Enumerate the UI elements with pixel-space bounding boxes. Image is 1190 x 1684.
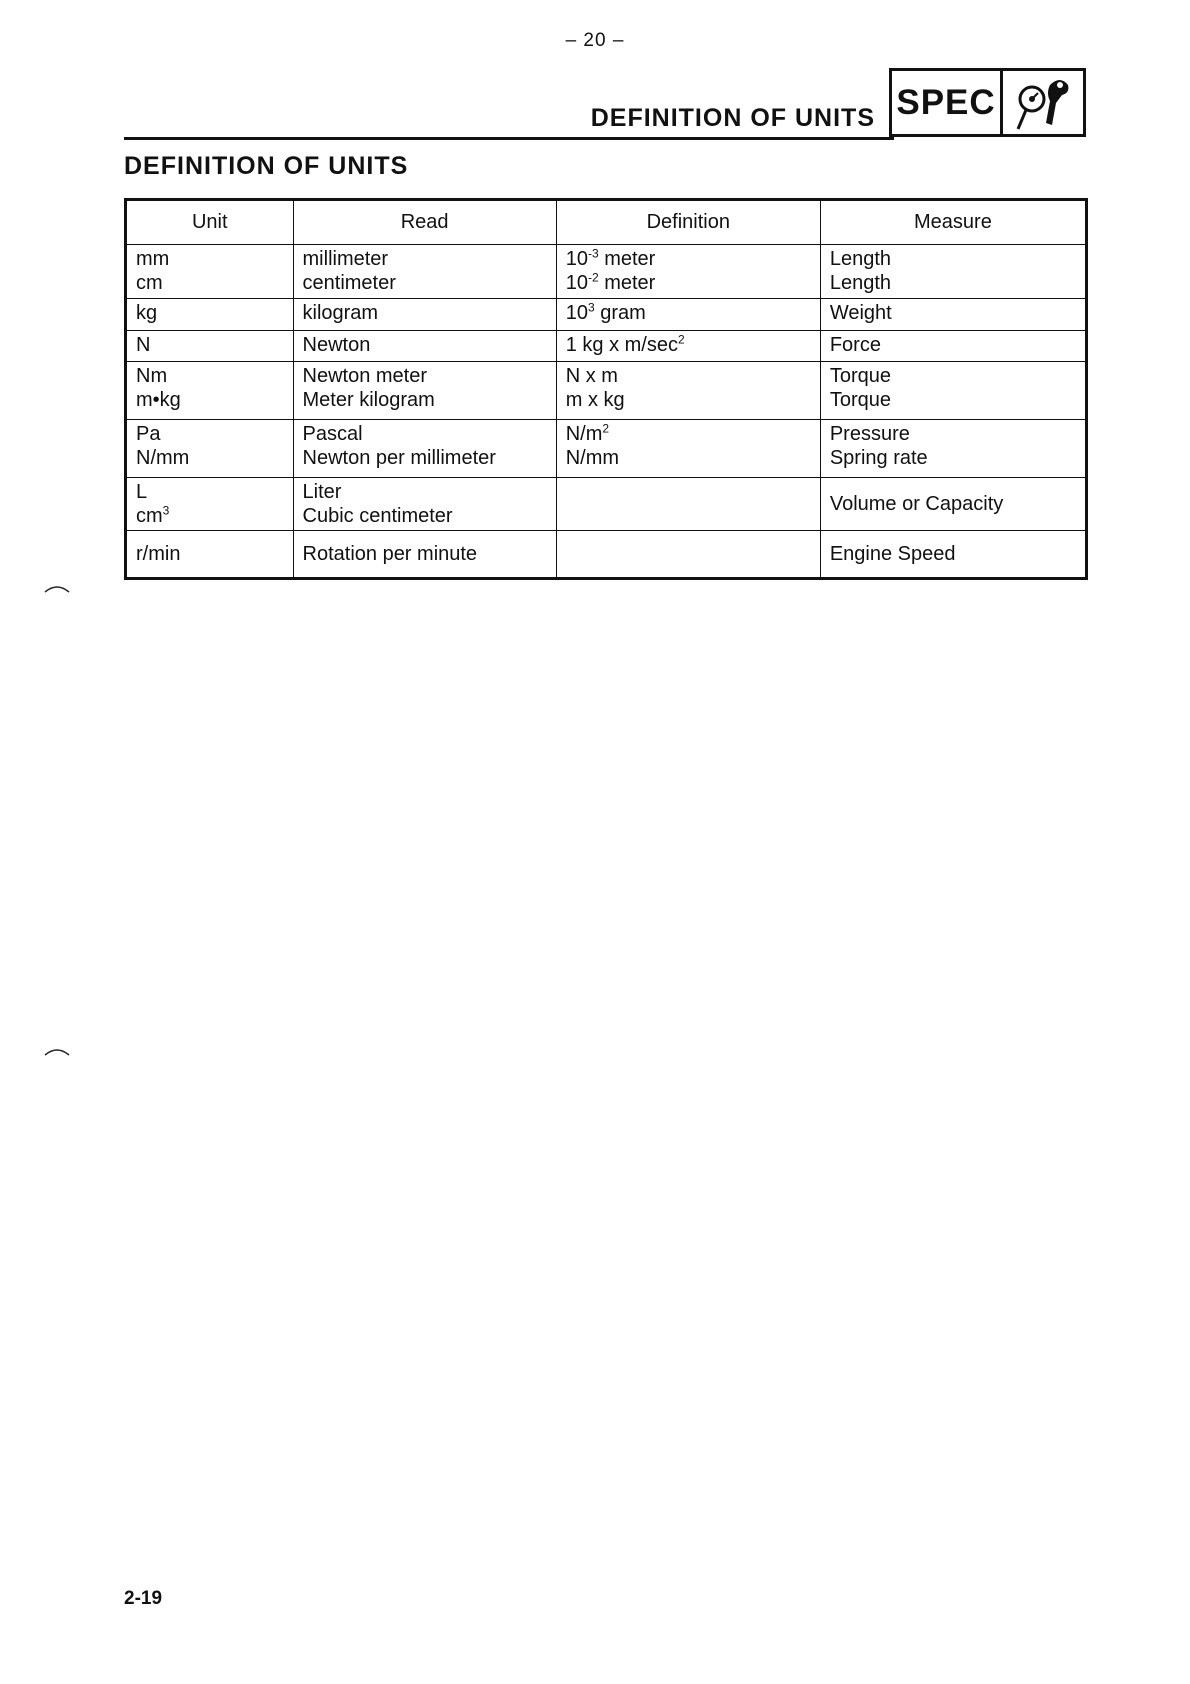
column-header-unit: Unit	[126, 200, 294, 245]
unit-cell: r/min	[126, 531, 294, 579]
binding-mark	[44, 1047, 70, 1057]
measure-cell: Engine Speed	[820, 531, 1086, 579]
measure-cell: Torque Torque	[820, 362, 1086, 420]
gauge-wrench-icon	[1003, 71, 1083, 134]
column-header-measure: Measure	[820, 200, 1086, 245]
measure-cell: Length Length	[820, 245, 1086, 299]
units-table	[124, 198, 1088, 580]
section-title: DEFINITION OF UNITS	[124, 152, 409, 180]
table-row	[126, 245, 1087, 299]
measure-cell: Volume or Capacity	[820, 478, 1086, 531]
table-row	[126, 362, 1087, 420]
spec-label: SPEC	[892, 71, 1003, 134]
column-header-definition: Definition	[556, 200, 820, 245]
measure-cell: Force	[820, 331, 1086, 362]
spec-badge	[889, 68, 1086, 137]
definition-cell: $N/m^2$ N/mm	[556, 420, 820, 478]
definition-cell	[556, 531, 820, 579]
page-number: – 20 –	[565, 30, 625, 51]
read-cell: Rotation per minute	[293, 531, 556, 579]
read-cell: Newton	[293, 331, 556, 362]
table-row	[126, 420, 1087, 478]
read-cell: millimeter centimeter	[293, 245, 556, 299]
unit-cell: kg	[126, 299, 294, 331]
table-header-row	[126, 200, 1087, 245]
table-row	[126, 478, 1087, 531]
unit-cell: Nm m•kg	[126, 362, 294, 420]
measure-cell: Pressure Spring rate	[820, 420, 1086, 478]
column-header-read: Read	[293, 200, 556, 245]
binding-mark	[44, 584, 70, 594]
definition-cell: $10^{-3}$ meter $10^{-2}$ meter	[556, 245, 820, 299]
definition-cell: 1 kg x $m/\sec^2$	[556, 331, 820, 362]
read-cell: kilogram	[293, 299, 556, 331]
unit-cell: N	[126, 331, 294, 362]
table-row	[126, 331, 1087, 362]
table-row	[126, 531, 1087, 579]
definition-cell	[556, 478, 820, 531]
header-rule	[124, 137, 894, 140]
read-cell: Liter Cubic centimeter	[293, 478, 556, 531]
read-cell: Newton meter Meter kilogram	[293, 362, 556, 420]
table-row	[126, 299, 1087, 331]
unit-cell: Pa N/mm	[126, 420, 294, 478]
unit-cell: mm cm	[126, 245, 294, 299]
footer-page-code: 2-19	[124, 1588, 163, 1609]
definition-cell: $10^3$ gram	[556, 299, 820, 331]
unit-cell: L $cm^3$	[126, 478, 294, 531]
definition-cell: N x m m x kg	[556, 362, 820, 420]
measure-cell: Weight	[820, 299, 1086, 331]
read-cell: Pascal Newton per millimeter	[293, 420, 556, 478]
header-title: DEFINITION OF UNITS	[590, 104, 875, 132]
